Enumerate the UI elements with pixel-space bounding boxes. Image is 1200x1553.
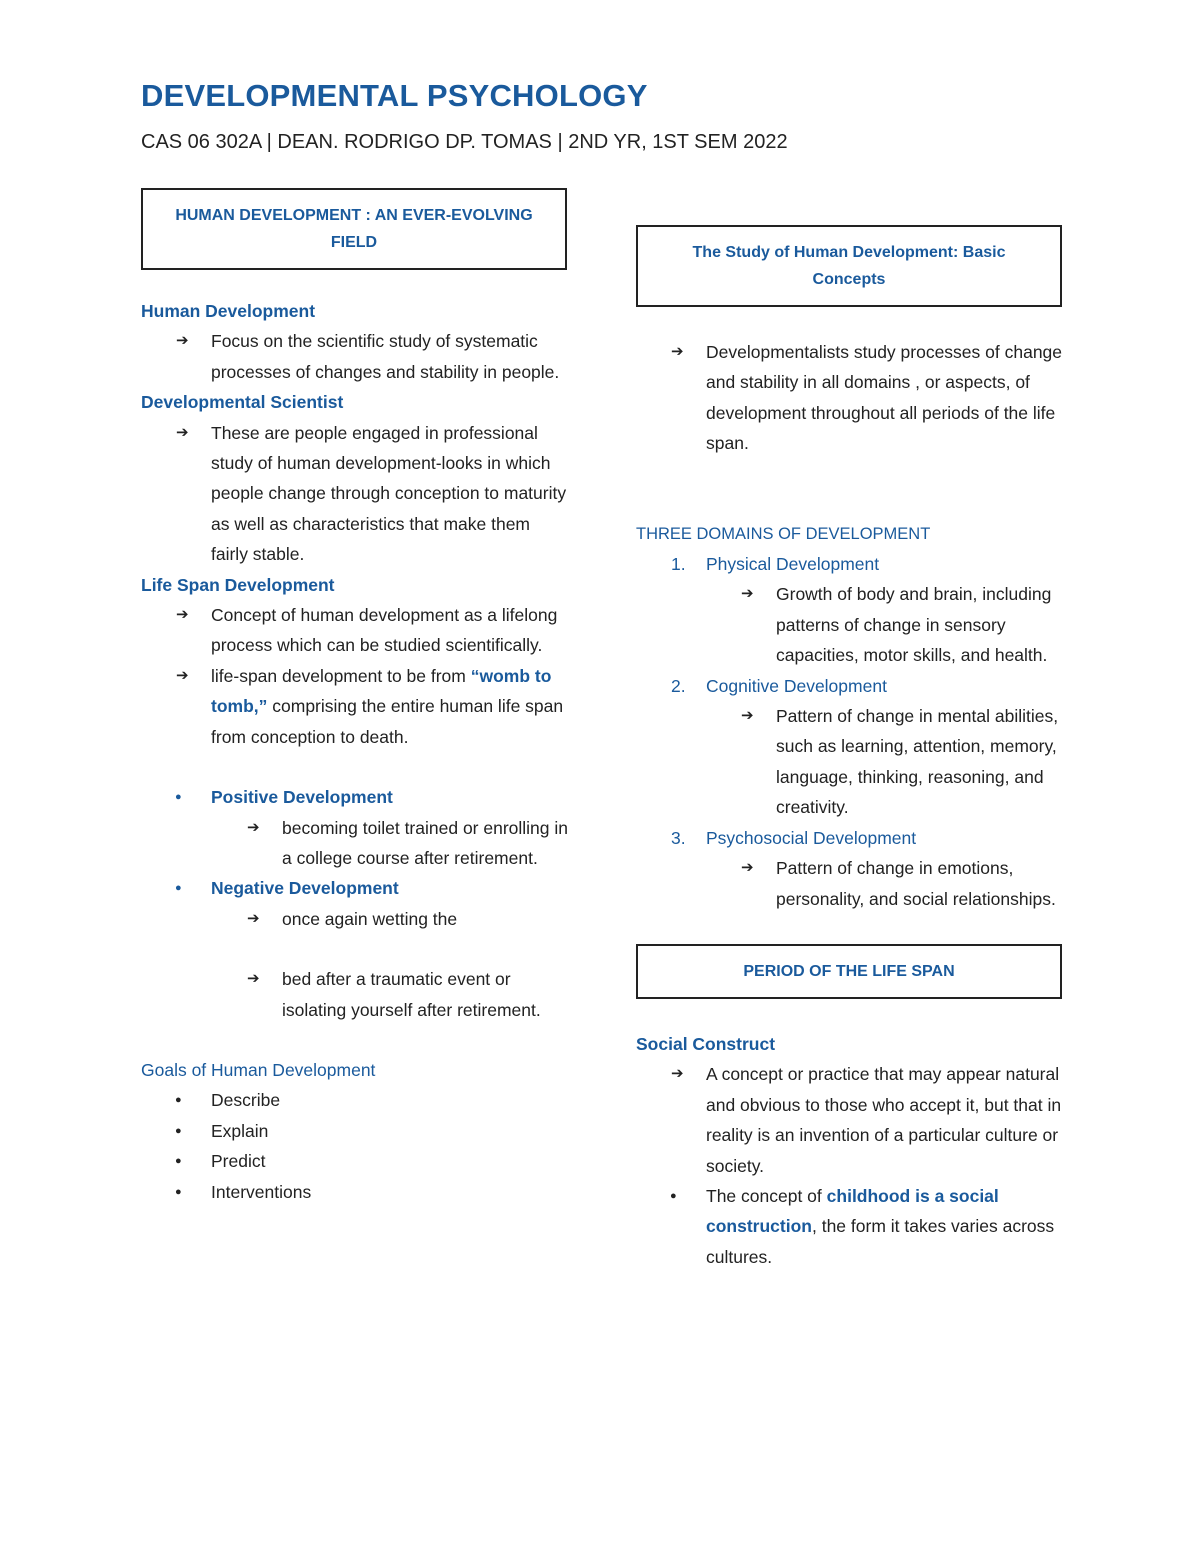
list-childhood — [636, 1181, 1066, 1272]
list-development-types-2 — [141, 873, 571, 903]
domain-item-cognitive — [671, 671, 1066, 823]
left-column — [141, 188, 571, 1207]
list-item: ➔ Focus on the scientific study of systematic processes of changes and stability in people. — [211, 326, 571, 387]
heading-life-span-development: Life Span Development — [141, 574, 335, 595]
heading-goals: Goals of Human Development — [141, 1059, 376, 1080]
list-item — [706, 1181, 1066, 1272]
section-box-life-span-period: PERIOD OF THE LIFE SPAN — [636, 944, 1062, 999]
domain-name: Physical Development — [706, 554, 880, 575]
list-human-development — [141, 326, 571, 387]
domain-description: ➔ Growth of body and brain, including patterns of change in sensory capacities, motor skills, and health. — [776, 579, 1066, 670]
list-number: 1. — [671, 554, 686, 575]
heading-three-domains: THREE DOMAINS OF DEVELOPMENT — [636, 524, 931, 543]
list-negative-development — [141, 904, 571, 1025]
list-development-types — [141, 782, 571, 812]
text-segment: comprising the entire human life span from conception to death. — [211, 696, 564, 747]
list-item: ➔ once again wetting the — [282, 904, 571, 934]
list-item: ● Predict — [211, 1146, 571, 1176]
list-goals — [141, 1085, 571, 1207]
text-segment: life-span development to be from — [211, 665, 466, 686]
right-column — [636, 225, 1066, 1272]
list-item: ➔ These are people engaged in professional study of human development-looks in which people change through conception to maturity as well as characteristics that make them fairly stable. — [211, 418, 571, 570]
list-positive-development — [141, 813, 571, 874]
list-domains — [636, 549, 1066, 914]
domain-item-psychosocial — [671, 823, 1066, 914]
text-segment: , the form it takes varies across cultures. — [706, 1216, 1055, 1267]
list-item: ➔ A concept or practice that may appear natural and obvious to those who accept it, but that in reality is an invention of a particular culture or society. — [706, 1059, 1066, 1181]
heading-social-construct: Social Construct — [636, 1033, 776, 1054]
list-item — [211, 661, 571, 752]
page-title: DEVELOPMENTAL PSYCHOLOGY — [141, 78, 648, 113]
domain-description: ➔ Pattern of change in mental abilities, such as learning, attention, memory, language, thinking, reasoning, and creativity. — [776, 701, 1066, 823]
heading-positive-development: ● Positive Development — [211, 782, 571, 812]
list-item: ● Describe — [211, 1085, 571, 1115]
section-box-human-development: HUMAN DEVELOPMENT : AN EVER-EVOLVING FIELD — [141, 188, 567, 270]
list-developmental-scientist — [141, 418, 571, 570]
domain-name: Psychosocial Development — [706, 827, 917, 848]
emphasis-womb-to-tomb: “womb to tomb,” — [211, 665, 552, 717]
list-item: ● Interventions — [211, 1177, 571, 1207]
list-social-construct — [636, 1059, 1066, 1181]
list-number: 2. — [671, 675, 686, 696]
list-item: ➔ Concept of human development as a lifelong process which can be studied scientifically. — [211, 600, 571, 661]
text-segment: The concept of — [706, 1185, 822, 1206]
section-box-basic-concepts: The Study of Human Development: Basic Concepts — [636, 225, 1062, 307]
page-subtitle: CAS 06 302A | DEAN. RODRIGO DP. TOMAS | 2ND YR, 1ST SEM 2022 — [141, 131, 788, 153]
heading-developmental-scientist: Developmental Scientist — [141, 392, 344, 413]
domain-name: Cognitive Development — [706, 675, 887, 696]
list-item: ● Explain — [211, 1116, 571, 1146]
domain-description: ➔ Pattern of change in emotions, personality, and social relationships. — [776, 853, 1066, 914]
heading-negative-development: ● Negative Development — [211, 873, 571, 903]
list-item: ➔ bed after a traumatic event or isolating yourself after retirement. — [282, 964, 571, 1025]
list-basic-concepts — [636, 337, 1066, 459]
domain-item-physical — [671, 549, 1066, 671]
heading-human-development: Human Development — [141, 301, 316, 321]
list-item: ➔ Developmentalists study processes of change and stability in all domains , or aspects, of development throughout all periods of the life span. — [706, 337, 1066, 459]
list-life-span — [141, 600, 571, 752]
emphasis-childhood: childhood is a social construction — [706, 1185, 999, 1237]
list-number: 3. — [671, 827, 686, 848]
list-item: ➔ becoming toilet trained or enrolling in a college course after retirement. — [282, 813, 571, 874]
